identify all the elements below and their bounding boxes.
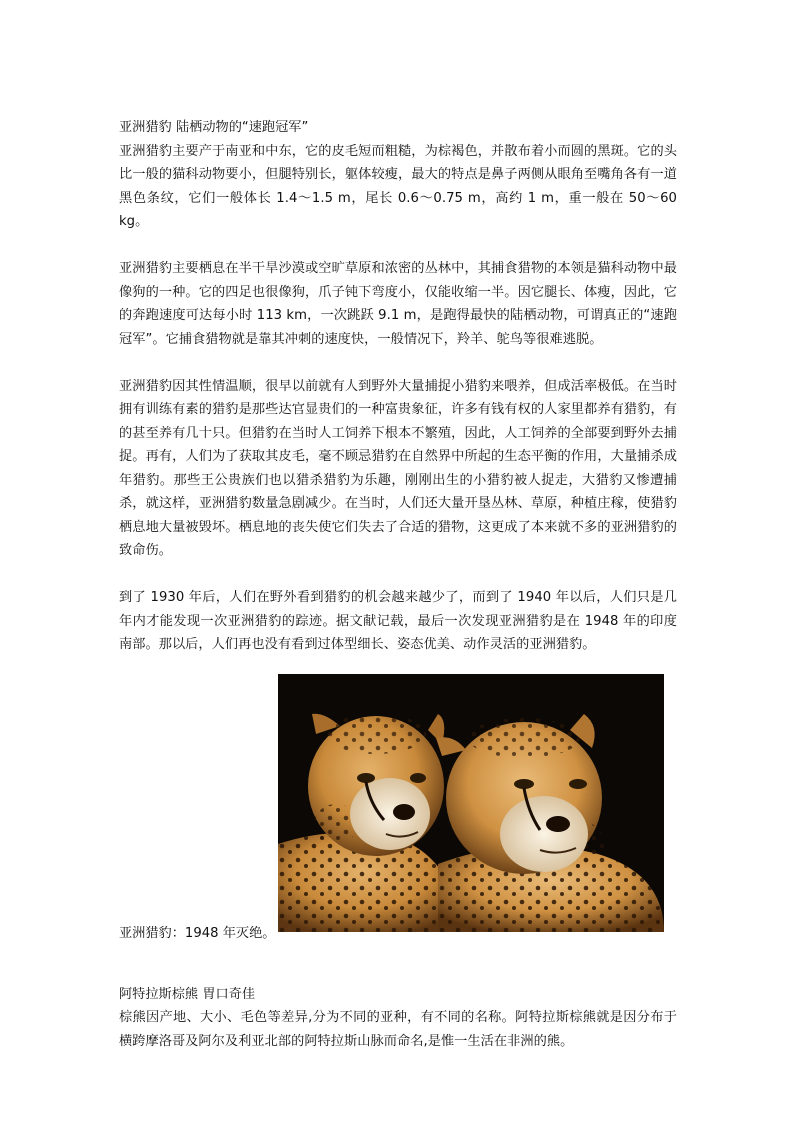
paragraph-gap <box>119 234 677 258</box>
cheetah-illustration <box>278 674 664 932</box>
paragraph-gap <box>119 563 677 587</box>
photo-figure <box>119 674 677 946</box>
paragraph-gap <box>119 351 677 375</box>
paragraph-decline: 亚洲猎豹因其性情温顺，很早以前就有人到野外大量捕捉小猎豹来喂养，但成活率极低。在当时拥有训练有素的猎豹是那些达官显贵们的一种富贵象征，许多有钱有权的人家里都养有猎豹，有的甚至养有几十只。但猎豹在当时人工饲养下根本不繁殖，因此，人工饲养的全部要到野外去捕捉。再有，人们为了获取其皮毛，毫不顾忌猎豹在自然界中所起的生态平衡的作用，大量捕杀成年猎豹。那些王公贵族们也以猎杀猎豹为乐趣，刚刚出生的小猎豹被人捉走，大猎豹又惨遭捕杀，就这样，亚洲猎豹数量急剧减少。在当时，人们还大量开垦丛林、草原，种植庄稼，使猎豹栖息地大量被毁坏。栖息地的丧失使它们失去了合适的猎物，这更成了本来就不多的亚洲猎豹的致命伤。 <box>119 378 677 558</box>
paragraph-habitat: 亚洲猎豹主要栖息在半干旱沙漠或空旷草原和浓密的丛林中，其捕食猎物的本领是猫科动物中最像狗的一种。它的四足也很像狗，爪子钝下弯度小，仅能收缩一半。因它腿长、体瘦，因此，它的奔跑速度可达每小时 113 km，一次跳跃 9.1 m，是跑得最快的陆栖动物，可谓真正的“速跑冠军”。它捕食猎物就是靠其冲刺的速度快，一般情况下，羚羊、鸵鸟等很难逃脱。 <box>119 261 677 347</box>
photo-caption: 亚洲猎豹：1948 年灭绝。 <box>119 925 276 941</box>
section-title-atlas-bear: 阿特拉斯棕熊 胃口奇佳 <box>119 986 256 1002</box>
section-atlas-bear <box>119 983 677 1054</box>
paragraph-description: 亚洲猎豹主要产于南亚和中东，它的皮毛短而粗糙，为棕褐色，并散布着小而圆的黑斑。它的头比一般的猫科动物要小，但腿特别长，躯体较瘦，最大的特点是鼻子两侧从眼角至嘴角各有一道黑色条纹，它们一般体长 1.4～1.5 m，尾长 0.6～0.75 m，高约 1 m，重一般在 50～60 kg。 <box>119 143 677 229</box>
paragraph-extinction: 到了 1930 年后，人们在野外看到猎豹的机会越来越少了，而到了 1940 年以后，人们只是几年内才能发现一次亚洲猎豹的踪迹。据文献记载，最后一次发现亚洲猎豹是在 1948 年的印度南部。那以后，人们再也没有看到过体型细长、姿态优美、动作灵活的亚洲猎豹。 <box>119 590 677 652</box>
document-page <box>119 116 677 1053</box>
cheetah-photo <box>278 674 664 932</box>
paragraph-atlas-bear: 棕熊因产地、大小、毛色等差异,分为不同的亚种，有不同的名称。阿特拉斯棕熊就是因分布于横跨摩洛哥及阿尔及利亚北部的阿特拉斯山脉而命名,是惟一生活在非洲的熊。 <box>119 1010 677 1049</box>
section-title-asian-cheetah: 亚洲猎豹 陆栖动物的“速跑冠军” <box>119 120 309 135</box>
